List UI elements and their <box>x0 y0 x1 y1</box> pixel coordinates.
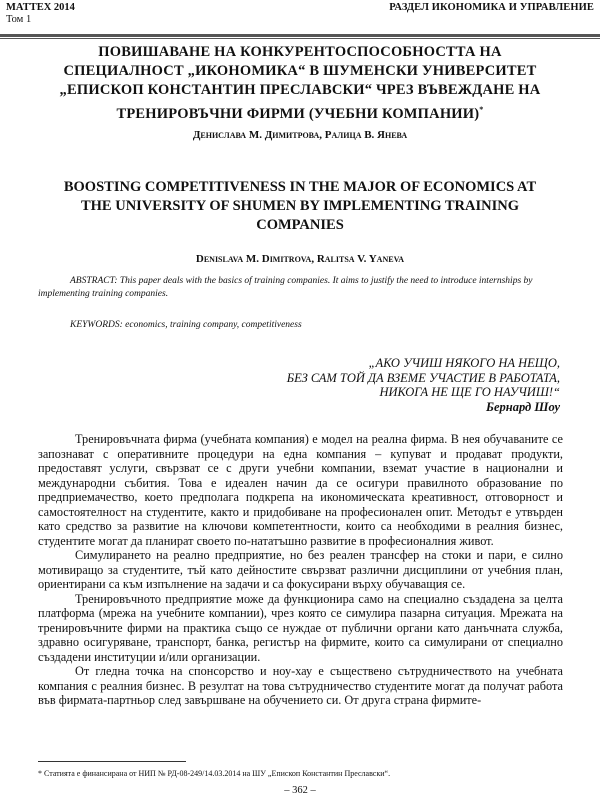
quote-line: „АКО УЧИШ НЯКОГО НА НЕЩО, <box>368 356 560 370</box>
footnote-divider <box>38 761 186 762</box>
title-line: COMPANIES <box>256 217 344 233</box>
authors-bulgarian: Денислава М. Димитрова, Ралица В. Янева <box>192 129 408 141</box>
page-number: – 362 – <box>284 785 316 796</box>
keywords: KEYWORDS: economics, training company, competitiveness <box>70 320 302 330</box>
quote-author: Бернард Шоу <box>486 399 560 414</box>
journal-info <box>6 2 75 26</box>
journal-name: MATTEX 2014 <box>6 2 75 13</box>
header-divider <box>0 34 600 39</box>
epigraph-quote <box>287 356 560 414</box>
title-bulgarian <box>10 43 590 124</box>
section-label: РАЗДЕЛ ИКОНОМИКА И УПРАВЛЕНИЕ <box>389 2 594 13</box>
title-line: BOOSTING COMPETITIVENESS IN THE MAJOR OF ECONOMICS AT <box>63 179 537 195</box>
footnote-marker: * <box>479 105 484 114</box>
authors-english: Denislava M. Dimitrova, Ralitsa V. Yaneva <box>195 253 405 265</box>
body-text <box>38 432 563 708</box>
footnote: * Статията е финансирана от НИП № РД-08-249/14.03.2014 на ШУ „Епископ Константин Преславски“. <box>38 769 391 778</box>
title-line: THE UNIVERSITY OF SHUMEN BY IMPLEMENTING TRAINING <box>80 198 519 214</box>
title-line: СПЕЦИАЛНОСТ „ИКОНОМИКА“ В ШУМЕНСКИ УНИВЕРСИТЕТ <box>63 63 537 79</box>
abstract: ABSTRACT: This paper deals with the basics of training companies. It aims to justify the need to introduce internships by implementing training companies. <box>38 276 533 299</box>
paragraph: Тренировъчната фирма (учебната компания) е модел на реална фирма. В нея обучаваните се запознават с оперативните процедури на една компания – купуват и продават продукти, предоставят услуги, свързват се с други учебни компании, вземат участие в национални и международни събития. Това е идеален начин да се осигури правилното образование по предприемачество, което предполага подкрепа на икономическата креативност, отговорност и самостоятелност на студентите, както и придобиване на професионален опит. Методът е утвърден като средство за развитие на ключови компетентности, които са необходими в реалния бизнес, студентите могат да планират своето по-нататъшно развитие в професионалния живот. <box>38 432 563 548</box>
paragraph: Тренировъчното предприятие може да функционира само на специално създадена за целта платформа (мрежа на учебните компании), чрез която се симулира пазарна ситуация. Мрежата на тренировъчните фирми на практика също се нуждае от публични органи като данъчната служба, здравно осигуряване, транспорт, банка, регистър на фирмите, които са симулирани от специално създадени институции и/или организации. <box>38 591 563 664</box>
quote-line: БЕЗ САМ ТОЙ ДА ВЗЕМЕ УЧАСТИЕ В РАБОТАТА, <box>286 370 560 385</box>
title-line: „ЕПИСКОП КОНСТАНТИН ПРЕСЛАВСКИ“ ЧРЕЗ ВЪВЕЖДАНЕ НА <box>59 82 541 98</box>
title-line: ТРЕНИРОВЪЧНИ ФИРМИ (УЧЕБНИ КОМПАНИИ)* <box>116 105 484 122</box>
volume-label: Том 1 <box>6 14 32 25</box>
paragraph: Симулирането на реално предприятие, но без реален трансфер на стоки и пари, е силно мотивиращо за студентите, тъй като дейностите свързват различни дисциплини от учебния план, ориентирани са към изпълнение на задачи и са фокусирани върху обучаващия се. <box>38 548 563 591</box>
paragraph: От гледна точка на спонсорство и ноу-хау е съществено сътрудничеството на учебната компания с реалния бизнес. В резултат на това сътрудничество студентите могат да получат работа във фирмата-партньор след завършване на обучението си. От друга страна фирмите- <box>38 664 563 707</box>
title-line: ПОВИШАВАНЕ НА КОНКУРЕНТОСПОСОБНОСТТА НА <box>98 44 502 60</box>
quote-line: НИКОГА НЕ ЩЕ ГО НАУЧИШ!“ <box>379 385 560 399</box>
title-english <box>10 178 590 235</box>
